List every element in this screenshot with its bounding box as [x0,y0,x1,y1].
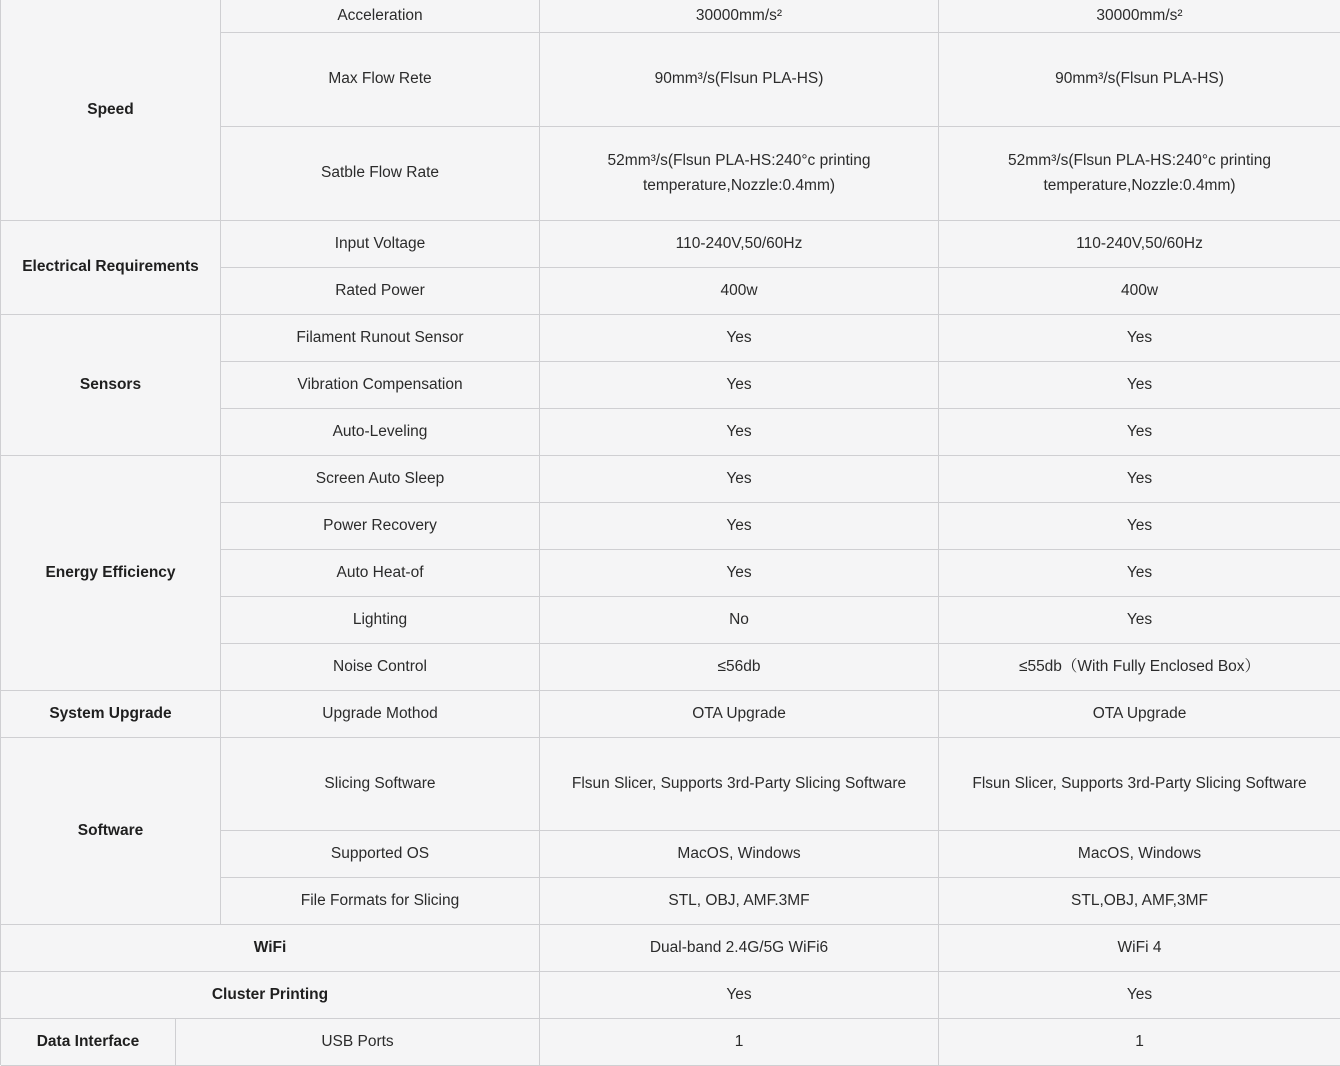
cell-model-a: STL, OBJ, AMF.3MF [540,878,939,925]
cell-model-a: 1 [540,1019,939,1066]
cell-model-a: Yes [540,409,939,456]
cell-model-b: ≤55db（With Fully Enclosed Box） [939,644,1340,691]
cell-model-a: Yes [540,362,939,409]
cell-model-a: MacOS, Windows [540,831,939,878]
cell-model-a: Dual-band 2.4G/5G WiFi6 [540,925,939,972]
cell-model-a: Yes [540,315,939,362]
row-label: Lighting [221,597,540,644]
cell-model-b: STL,OBJ, AMF,3MF [939,878,1340,925]
row-label: Vibration Compensation [221,362,540,409]
cell-model-b: 400w [939,268,1340,315]
cell-model-a: 30000mm/s² [540,0,939,33]
row-label: Supported OS [221,831,540,878]
cell-model-b: 110-240V,50/60Hz [939,221,1340,268]
cell-model-b: 30000mm/s² [939,0,1340,33]
cell-model-a: Yes [540,503,939,550]
cell-model-b: Yes [939,972,1340,1019]
cell-model-a: 52mm³/s(Flsun PLA-HS:240°c printing temperature,Nozzle:0.4mm) [540,127,939,221]
group-software: Software [1,738,221,925]
cell-model-b: Yes [939,550,1340,597]
cell-model-a: OTA Upgrade [540,691,939,738]
cell-model-b: Yes [939,362,1340,409]
cell-model-b: Yes [939,597,1340,644]
row-label: Power Recovery [221,503,540,550]
cell-model-b: 1 [939,1019,1340,1066]
row-label: Filament Runout Sensor [221,315,540,362]
row-label: Noise Control [221,644,540,691]
cell-model-b: OTA Upgrade [939,691,1340,738]
cell-model-a: Yes [540,972,939,1019]
row-label: Auto Heat-of [221,550,540,597]
row-label: Acceleration [221,0,540,33]
cell-model-b: Yes [939,456,1340,503]
cell-model-a: 400w [540,268,939,315]
row-label: Input Voltage [221,221,540,268]
row-label: Rated Power [221,268,540,315]
group-speed: Speed [1,0,221,221]
cell-model-b: Yes [939,503,1340,550]
group-sensors: Sensors [1,315,221,456]
group-system-upgrade: System Upgrade [1,691,221,738]
cell-model-b: 52mm³/s(Flsun PLA-HS:240°c printing temperature,Nozzle:0.4mm) [939,127,1340,221]
group-wifi: WiFi [1,925,540,972]
row-label: Auto-Leveling [221,409,540,456]
row-label: Satble Flow Rate [221,127,540,221]
group-cluster: Cluster Printing [1,972,540,1019]
cell-model-a: Flsun Slicer, Supports 3rd-Party Slicing Software [540,738,939,831]
cell-model-a: Yes [540,456,939,503]
cell-model-b: MacOS, Windows [939,831,1340,878]
cell-model-b: Flsun Slicer, Supports 3rd-Party Slicing Software [939,738,1340,831]
cell-model-b: 90mm³/s(Flsun PLA-HS) [939,33,1340,127]
cell-model-a: ≤56db [540,644,939,691]
row-label: USB Ports [176,1019,540,1066]
cell-model-a: 90mm³/s(Flsun PLA-HS) [540,33,939,127]
row-label: Slicing Software [221,738,540,831]
row-label: Upgrade Mothod [221,691,540,738]
cell-model-a: Yes [540,550,939,597]
group-electrical: Electrical Requirements [1,221,221,315]
cell-model-b: Yes [939,409,1340,456]
cell-model-a: No [540,597,939,644]
group-energy: Energy Efficiency [1,456,221,691]
row-label: Screen Auto Sleep [221,456,540,503]
cell-model-b: Yes [939,315,1340,362]
row-label: File Formats for Slicing [221,878,540,925]
row-label: Max Flow Rete [221,33,540,127]
group-data-interface: Data Interface [1,1019,176,1066]
cell-model-b: WiFi 4 [939,925,1340,972]
cell-model-a: 110-240V,50/60Hz [540,221,939,268]
